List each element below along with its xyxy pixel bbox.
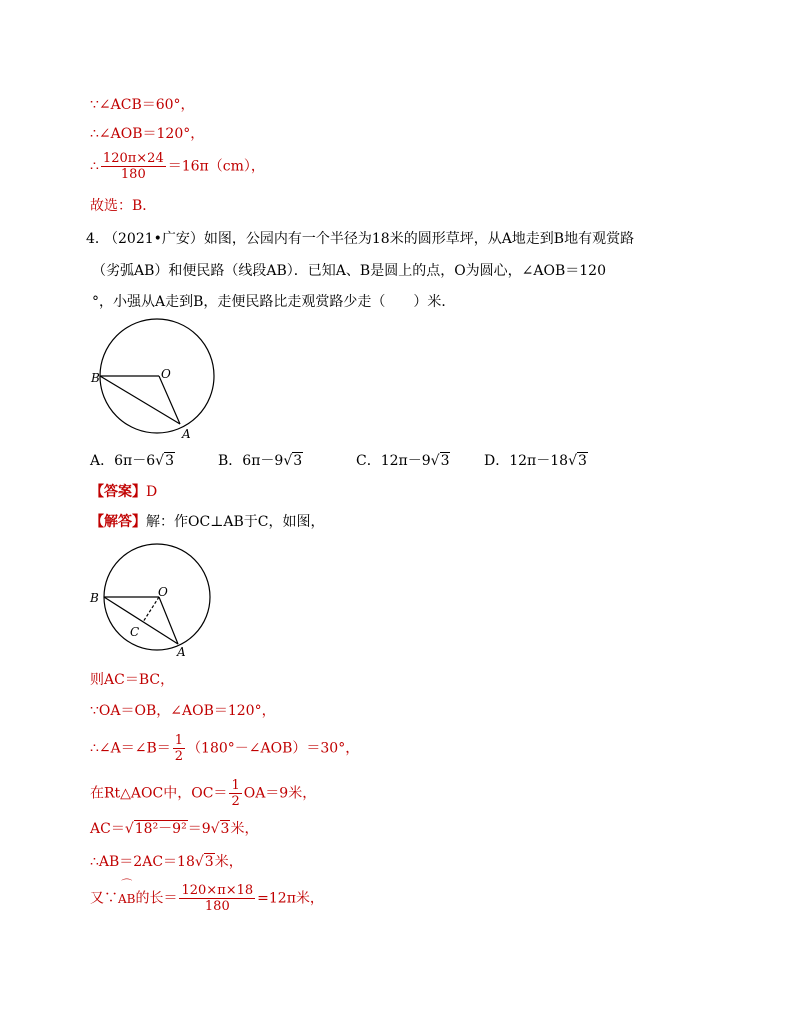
option-b: B．6π－9√3	[218, 453, 303, 469]
point-label-a: A	[177, 645, 186, 659]
solution-intro: 【解答】解：作OC⊥AB于C，如图，	[90, 514, 325, 530]
solution-step-1: 则AC＝BC，	[90, 672, 175, 688]
fraction: $\frac{1}{2}$	[174, 733, 184, 764]
solution-line-angle-acb: ∵∠ACB＝60°，	[90, 97, 195, 113]
problem-text-line1: （2021•广安）如图，公园内有一个半径为18米的圆形草坪，从A地走到B地有观赏路	[104, 231, 635, 247]
option-c: C．12π－9√3	[356, 453, 450, 469]
solution-step-3: ∴∠A＝∠B＝ $\frac{1}{2}$ （180°－∠AOB）＝30°，	[90, 733, 360, 764]
segment-ab	[104, 597, 178, 644]
point-label-c: C	[130, 625, 140, 639]
point-label-a: A	[182, 427, 191, 441]
circle-diagram-1	[86, 318, 226, 446]
solution-tag: 【解答】	[90, 514, 146, 530]
answer-line	[90, 483, 157, 501]
fraction: $\frac{120\pi\times 24}{180}$	[102, 151, 164, 182]
problem-number: 4．	[86, 231, 109, 247]
option-d: D．12π－18√3	[484, 453, 587, 469]
problem-text-line2: （劣弧AB）和便民路（线段AB）．已知A、B是圆上的点，O为圆心，∠AOB＝120	[92, 263, 606, 279]
fraction: $\frac{120\times\pi\times 18}{180}$	[181, 883, 254, 914]
solution-line-arc-length: ∴ $\frac{120\pi\times 24}{180}$ ＝16π（cm），	[90, 151, 265, 182]
point-label-o: O	[161, 367, 171, 381]
solution-step-6: ∴AB＝2AC＝18√3米，	[90, 854, 243, 870]
solution-step-4: 在Rt△AOC中，OC＝ $\frac{1}{2}$ OA＝9米，	[90, 778, 317, 809]
option-a: A．6π－6√3	[90, 453, 174, 469]
solution-step-5: AC＝√18²－9²＝9√3米，	[90, 821, 259, 837]
segment-oa	[159, 597, 178, 644]
circle-diagram-2	[86, 538, 226, 666]
segment-ab	[100, 376, 180, 424]
point-label-o: O	[158, 585, 168, 599]
answer-value: D	[146, 484, 158, 500]
answer-tag: 【答案】	[90, 484, 146, 500]
problem-text-line3: °，小强从A走到B，走便民路比走观赏路少走（ ）米．	[92, 294, 456, 310]
point-label-b: B	[90, 591, 99, 605]
solution-step-2: ∵OA＝OB，∠AOB＝120°，	[90, 703, 276, 719]
solution-choice: 故选：B．	[90, 198, 157, 214]
point-label-b: B	[91, 371, 100, 385]
solution-line-angle-aob: ∴∠AOB＝120°，	[90, 126, 205, 142]
segment-oc-dashed	[143, 597, 159, 622]
fraction: $\frac{1}{2}$	[231, 778, 240, 809]
segment-oa	[159, 376, 180, 424]
solution-step-7: 又∵ ⌒ AB的长＝ $\frac{120\times\pi\times 18}{180}$ =12π米，	[90, 877, 324, 914]
arc-ab: ⌒ AB	[118, 877, 136, 906]
